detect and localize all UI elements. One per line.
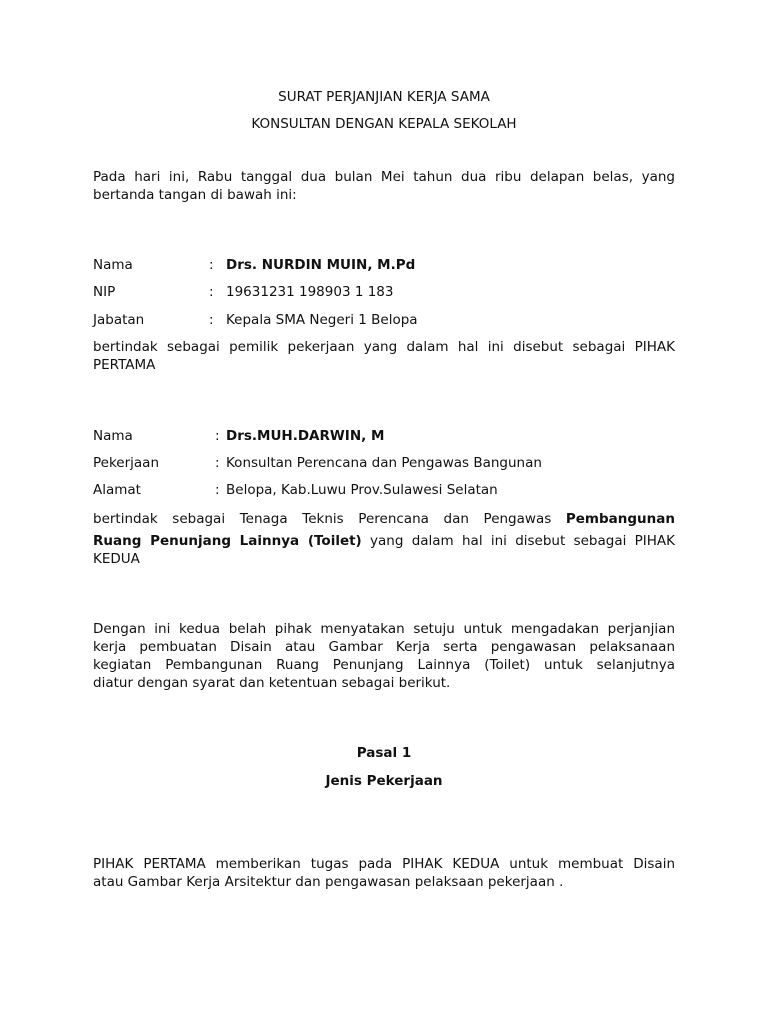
pihak-kedua-desc bbox=[93, 510, 675, 528]
pihak-kedua-desc: KEDUA bbox=[93, 551, 140, 567]
field-separator: : bbox=[209, 257, 214, 273]
pasal-text-line: atau Gambar Kerja Arsitektur dan pengawasan pelaksaan pekerjaan . bbox=[93, 874, 564, 890]
field-separator: : bbox=[215, 455, 220, 471]
field-value: Konsultan Perencana dan Pengawas Bangunan bbox=[226, 455, 542, 471]
field-label: Alamat bbox=[93, 482, 141, 498]
agreement-line: kerja pembuatan Disain atau Gambar Kerja serta pengawasan pelaksanaan bbox=[93, 639, 675, 655]
desc-bold-text: Ruang Penunjang Lainnya (Toilet) bbox=[93, 533, 362, 549]
field-separator: : bbox=[215, 482, 220, 498]
intro-line: bertanda tangan di bawah ini: bbox=[93, 187, 297, 203]
field-label: Nama bbox=[93, 428, 133, 444]
field-label: NIP bbox=[93, 284, 116, 300]
field-value: Drs.MUH.DARWIN, M bbox=[226, 428, 385, 444]
pasal-heading: Jenis Pekerjaan bbox=[325, 773, 443, 789]
pasal-number: Pasal 1 bbox=[356, 745, 412, 761]
field-label: Jabatan bbox=[93, 312, 145, 328]
pihak-pertama-desc: bertindak sebagai pemilik pekerjaan yang dalam hal ini disebut sebagai PIHAK bbox=[93, 339, 675, 355]
field-separator: : bbox=[215, 428, 220, 444]
agreement-line: Dengan ini kedua belah pihak menyatakan setuju untuk mengadakan perjanjian bbox=[93, 621, 675, 637]
pihak-kedua-desc bbox=[93, 532, 675, 550]
field-value: Kepala SMA Negeri 1 Belopa bbox=[226, 312, 418, 328]
desc-bold-text: Pembangunan bbox=[565, 511, 675, 527]
agreement-line: diatur dengan syarat dan ketentuan sebagai berikut. bbox=[93, 675, 451, 691]
pihak-pertama-desc: PERTAMA bbox=[93, 357, 156, 373]
document-title: SURAT PERJANJIAN KERJA SAMA bbox=[278, 89, 490, 105]
field-separator: : bbox=[209, 284, 214, 300]
intro-line: Pada hari ini, Rabu tanggal dua bulan Mei tahun dua ribu delapan belas, yang bbox=[93, 169, 675, 185]
desc-text: bertindak sebagai Tenaga Teknis Perencana dan Pengawas bbox=[93, 511, 552, 527]
field-value: 19631231 198903 1 183 bbox=[226, 284, 394, 300]
desc-text: yang dalam hal ini disebut sebagai PIHAK bbox=[361, 533, 675, 549]
pasal-text-line: PIHAK PERTAMA memberikan tugas pada PIHAK KEDUA untuk membuat Disain bbox=[93, 856, 675, 872]
agreement-line: kegiatan Pembangunan Ruang Penunjang Lainnya (Toilet) untuk selanjutnya bbox=[93, 657, 675, 673]
field-separator: : bbox=[209, 312, 214, 328]
field-label: Nama bbox=[93, 257, 133, 273]
field-value: Belopa, Kab.Luwu Prov.Sulawesi Selatan bbox=[226, 482, 498, 498]
field-value: Drs. NURDIN MUIN, M.Pd bbox=[226, 257, 416, 273]
document-subtitle: KONSULTAN DENGAN KEPALA SEKOLAH bbox=[251, 116, 517, 132]
field-label: Pekerjaan bbox=[93, 455, 160, 471]
